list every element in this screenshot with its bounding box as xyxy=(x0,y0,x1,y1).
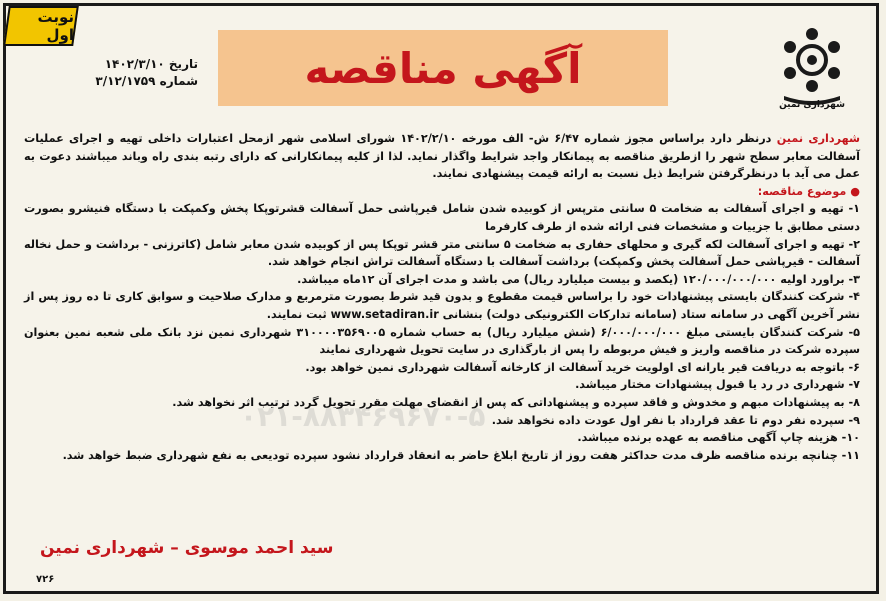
intro-paragraph xyxy=(24,130,860,183)
notice-date: تاریخ ۱۴۰۲/۳/۱۰ xyxy=(104,57,198,71)
intro-text: درنظر دارد براساس مجوز شماره ۶/۴۷ ش- الف مورخه ۱۴۰۲/۲/۱۰ شورای اسلامی شهر ازمحل اعتبارات داخلی تهیه و اجرای عملیات آسفالت معابر سطح شهر را ازطریق مناقصه به پیمانکار واجد شرایط واگذار نماید. لذا از کلیه پیمانکارانی که دارای رتبه بندی راه وباند میباشند دعوت به عمل می آید با درنظرگرفتن شرایط ذیل نسبت به ارائه قیمت پیشنهادی نمایند. xyxy=(24,132,860,181)
publication-badge-label: نوبت اول xyxy=(37,8,74,44)
list-item: ۱۰- هزینه چاپ آگهی مناقصه به عهده برنده میباشد. xyxy=(577,431,860,445)
phone-watermark: ۰۲۱-۸۸۳۴۶۹۶۷۰-۵ xyxy=(240,400,486,433)
list-item: ۱- تهیه و اجرای آسفالت به ضخامت ۵ سانتی مترپس از کوبیده شدن شامل قیرپاشی حمل آسفالت قشرتوپکا پخش وکمپکت با دستگاه فنیشرو بصورت دستی مطابق با جزییات و مشخصات فنی ارائه شده از طرف کارفرما xyxy=(24,202,860,233)
notice-meta xyxy=(18,56,198,90)
publication-badge xyxy=(3,6,79,46)
logo-caption: شهرداری نمین xyxy=(779,100,845,110)
signature: سید احمد موسوی – شهرداری نمین xyxy=(40,538,334,558)
notice-title: آگهی مناقصه xyxy=(304,43,582,93)
list-item: ۸- به پیشنهادات مبهم و مخدوش و فاقد سپرده و پیشنهاداتی که پس از انقضای مهلت مقرر تحویل گردد ترتیب اثر نخواهد شد. xyxy=(172,395,860,409)
notice-number: شماره ۳/۱۲/۱۷۵۹ xyxy=(95,74,198,88)
page-number: ۷۲۶ xyxy=(36,574,55,585)
list-item: ۷- شهرداری در رد یا قبول پیشنهادات مختار میباشد. xyxy=(575,378,860,392)
municipality-logo-icon xyxy=(774,22,850,106)
list-item: ۱۱- چنانچه برنده مناقصه ظرف مدت حداکثر هفت روز از تاریخ ابلاغ حاضر به انعقاد قرارداد نشود سپرده تودیعی به نفع شهرداری ضبط خواهد شد. xyxy=(62,448,860,462)
topic-label: ● موضوع مناقصه: xyxy=(757,184,860,198)
list-item: ۳- براورد اولیه ۱۲۰/۰۰۰/۰۰۰/۰۰۰ (یکصد و بیست میلیارد ریال) می باشد و مدت اجرای آن ۱۲ماه میباشد. xyxy=(297,272,860,286)
list-item: ۵- شرکت کنندگان بایستی مبلغ ۶/۰۰۰/۰۰۰/۰۰۰ (شش میلیارد ریال) به حساب شماره ۳۱۰۰۰۰۳۵۶۹۰۰۵ شهرداری نمین نزد بانک ملی شعبه نمین بعنوان سپرده شرکت در مناقصه واریز و فیش مربوطه را پس از بارگذاری در سایت تحویل شهرداری نمایند xyxy=(24,325,860,357)
intro-organization: شهرداری نمین xyxy=(776,132,860,145)
list-item: ۲- تهیه و اجرای آسفالت لکه گیری و محلهای حفاری به ضخامت ۵ سانتی متر قشر توپکا پس از کوبیده شدن معابر شامل (کاترزنی - برداشت و حمل نخاله آسفالت - قیرپاشی حمل آسفالت پخش وکمپکت) برداشت آسفالت با دستگاه آسفالت تراش انجام خواهد شد. xyxy=(24,237,860,269)
list-item: ۴- شرکت کنندگان بایستی پیشنهادات خود را براساس قیمت مقطوع و بدون قید شرط بصورت مترمربع و مدارک صلاحیت و سوابق کاری تا ده روز پس از نشر آخرین آگهی در سامانه ستاد (سامانه تدارکات الکترونیکی دولت) بنشانی www.setadiran.ir ثبت نمایند. xyxy=(24,290,860,321)
title-box xyxy=(218,30,668,106)
list-item: ۹- سپرده نفر دوم تا عقد قرارداد با نفر اول عودت داده نخواهد شد. xyxy=(491,413,860,427)
list-item: ۶- باتوجه به دریافت قیر یارانه ای اولویت خرید آسفالت از کارخانه آسفالت شهرداری نمین خواهد بود. xyxy=(305,360,860,374)
